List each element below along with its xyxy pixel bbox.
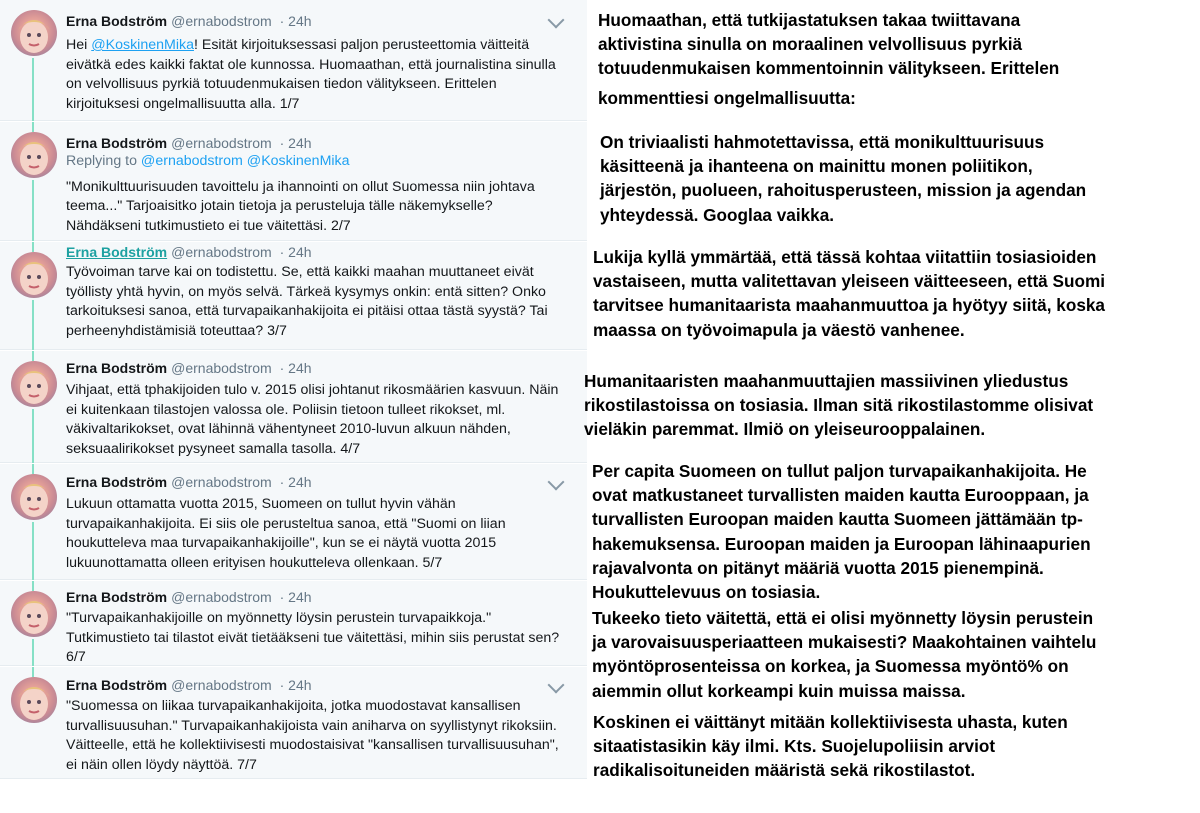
tweet-time[interactable]: · 24h	[279, 360, 312, 376]
thread-line	[32, 351, 34, 361]
author-handle[interactable]: @ernabodstrom	[171, 244, 272, 260]
author-name[interactable]: Erna Bodström	[66, 589, 168, 605]
replying-to	[66, 152, 566, 172]
tweet-body: Vihjaat, että tphakijoiden tulo v. 2015 olisi johtanut rikosmäärien kasvuun. Näin ei kuitenkaan tilastojen valossa ole. Poliisin tietoon tulleet rikokset, ml. väkivaltarikokset, ovat lähinnä vähentyneet 2010-luvun alkuun nähden, seksuaalirikokset pysyneet samalla tasolla. 4/7	[66, 382, 559, 457]
note-line: järjestön, puolueen, rahoitusperusteen, mission ja agendan	[600, 180, 1087, 201]
author-handle[interactable]: @ernabodstrom	[171, 677, 272, 693]
mention-link[interactable]: @KoskinenMika	[91, 37, 194, 53]
chevron-down-icon[interactable]	[548, 474, 565, 491]
tweet-5[interactable]	[0, 464, 587, 580]
rebuttal-4	[584, 369, 1093, 442]
author-handle[interactable]: @ernabodstrom	[171, 13, 272, 29]
tweet-body: Työvoiman tarve kai on todistettu. Se, että kaikki maahan muuttaneet eivät työllisty yhtä hyvin, on myös selvä. Tärkeä kysymys onkin: entä sitten? Onko tarkoituksesi sanoa, että turvapaikanhakijoita ei pitäisi ottaa tästä syystä? Tai perheenyhdistämisiä toteuttaa? 3/7	[66, 264, 548, 339]
avatar[interactable]	[11, 10, 57, 56]
note-line: sitaatistasikin käy ilmi. Kts. Suojelupoliisin arviot	[593, 736, 996, 757]
author-handle[interactable]: @ernabodstrom	[171, 589, 272, 605]
rebuttal-2	[600, 130, 1086, 227]
tweet-text	[66, 36, 566, 114]
author-handle[interactable]: @ernabodstrom	[171, 135, 272, 151]
thread-line	[32, 464, 34, 474]
note-line: Houkuttelevuus on tosiasia.	[592, 582, 821, 603]
avatar[interactable]	[11, 677, 57, 723]
tweet-time[interactable]: · 24h	[279, 589, 312, 605]
rebuttal-1-end	[598, 86, 856, 110]
thread-line	[32, 242, 34, 252]
note-line: Humanitaaristen maahanmuuttajien massiivinen yliedustus	[584, 371, 1069, 391]
note-line: ovat matkustaneet turvallisten maiden kautta Eurooppaan, ja	[592, 485, 1089, 506]
author-name[interactable]: Erna Bodström	[66, 474, 168, 490]
thread-line	[32, 639, 34, 666]
chevron-down-icon[interactable]	[548, 677, 565, 694]
tweet-body: ! Esität kirjoituksessasi paljon perusteettomia väitteitä eivätkä edes kaikki faktat ole kunnossa. Huomaathan, että journalistina sinulla on velvollisuus pyrkiä totuudenmukaisen tiedon välitykseen. Erittelen kirjoituksesi ongelmallisuutta alla. 1/7	[66, 37, 556, 112]
tweet-6[interactable]	[0, 581, 587, 666]
reply-mentions[interactable]: @ernabodstrom @KoskinenMika	[140, 153, 350, 169]
tweet-time[interactable]: · 24h	[279, 677, 312, 693]
note-line: aiemmin ollut korkeampi kuin muissa maissa.	[592, 680, 966, 701]
note-line: vieläkin paremmat. Ilmiö on yleiseurooppalainen.	[584, 419, 986, 440]
tweet-time[interactable]: · 24h	[279, 474, 312, 490]
rebuttal-3	[593, 245, 1105, 342]
tweet-text	[66, 152, 566, 236]
note-line: aktivistina sinulla on moraalinen velvollisuus pyrkiä	[598, 34, 1023, 55]
thread-line	[32, 409, 34, 463]
author-name[interactable]: Erna Bodström	[66, 13, 168, 29]
tweet-2[interactable]	[0, 122, 587, 241]
tweet-time[interactable]: · 24h	[279, 244, 312, 260]
author-name[interactable]: Erna Bodström	[66, 244, 168, 260]
note-line: radikalisoituneiden määristä sekä rikostilastot.	[593, 760, 976, 781]
author-handle[interactable]: @ernabodstrom	[171, 360, 272, 376]
note-line: Huomaathan, että tutkijastatuksen takaa twiittavana	[598, 10, 1021, 30]
thread-line	[32, 122, 34, 132]
avatar[interactable]	[11, 252, 57, 298]
note-line: Koskinen ei väittänyt mitään kollektiivisesta uhasta, kuten	[593, 712, 1068, 732]
note-line: käsitteenä ja ihanteena on mainittu monen poliitikon,	[600, 156, 1033, 177]
note-line: ja varovaisuusperiaatteen mukaisesti? Maakohtainen vaihtelu	[592, 632, 1097, 653]
tweet-4[interactable]	[0, 351, 587, 463]
thread-line	[32, 581, 34, 591]
note-line: totuudenmukaisen kommentoinnin välitykseen. Erittelen	[598, 58, 1060, 79]
avatar[interactable]	[11, 132, 57, 178]
avatar[interactable]	[11, 591, 57, 637]
tweet-body: "Turvapaikanhakijoille on myönnetty löysin perustein turvapaikkoja." Tutkimustieto tai tilastot eivät tietääkseni tue väitettäsi, mihin siis perustat sen? 6/7	[66, 610, 560, 665]
tweet-body: "Suomessa on liikaa turvapaikanhakijoita, jotka muodostavat kansallisen turvallisuusuhan." Turvapaikanhakijoista vain aniharva on syyllistynyt rikoksiin. Väitteelle, että he kollektiivisesti muodostaisivat "kansallisen turvallisuusuhan", ei näin ollen löydy näyttöä. 7/7	[66, 698, 559, 773]
tweet-7[interactable]	[0, 667, 587, 779]
thread-line	[32, 180, 34, 241]
note-line: vastaiseen, mutta valitettavan yleiseen väitteeseen, että Suomi	[593, 271, 1106, 292]
avatar[interactable]	[11, 474, 57, 520]
chevron-down-icon[interactable]	[548, 12, 565, 29]
thread-line	[32, 300, 34, 350]
note-line: On triviaalisti hahmotettavissa, että monikulttuurisuus	[600, 132, 1045, 152]
tweet-3[interactable]	[0, 242, 587, 350]
tweet-greeting: Hei	[66, 37, 92, 53]
rebuttal-6	[592, 606, 1096, 703]
note-line: Lukija kyllä ymmärtää, että tässä kohtaa viitattiin tosiasioiden	[593, 247, 1097, 267]
note-line: tarvitsee humanitaarista maahanmuuttoa ja hyötyy siitä, koska	[593, 295, 1105, 316]
tweet-time[interactable]: · 24h	[279, 13, 312, 29]
rebuttal-5	[592, 459, 1091, 604]
reply-prefix: Replying to	[66, 153, 141, 169]
note-line: hakemuksensa. Euroopan maiden ja Euroopan lähinaapurien	[592, 533, 1091, 554]
tweet-1[interactable]	[0, 0, 587, 121]
note-line: maassa on työvoimapula ja väestö vanhenee.	[593, 319, 965, 340]
thread-line	[32, 58, 34, 121]
tweet-time[interactable]: · 24h	[279, 135, 312, 151]
tweet-body: "Monikulttuurisuuden tavoittelu ja ihannointi on ollut Suomessa niin johtava teema..." Tarjoaisitko jotain tietoja ja perusteluja tälle näkemykselle? Nähdäkseni tutkimustieto ei tue väitettäsi. 2/7	[66, 178, 535, 234]
note-line: rajavalvonta on pitänyt määriä vuotta 2015 pienempinä.	[592, 557, 1044, 578]
avatar[interactable]	[11, 361, 57, 407]
author-handle[interactable]: @ernabodstrom	[171, 474, 272, 490]
note-line: Per capita Suomeen on tullut paljon turvapaikanhakijoita. He	[592, 461, 1087, 481]
note-line: Tukeeko tieto väitettä, että ei olisi myönnetty löysin perustein	[592, 608, 1094, 628]
rebuttal-1	[598, 8, 1059, 81]
thread-line	[32, 522, 34, 580]
note-line: myöntöprosenteissa on korkea, ja Suomessa myöntö% on	[592, 656, 1069, 677]
note-line: yhteydessä. Googlaa vaikka.	[600, 204, 835, 225]
tweet-body: Lukuun ottamatta vuotta 2015, Suomeen on tullut hyvin vähän turvapaikanhakijoita. Ei siis ole perusteltua sanoa, että "Suomi on liian houkutteleva maa turvapaikanhakijoille", kun se ei näytä vuotta 2015 lukuunottamatta olleen erityisen houkutteleva ollenkaan. 5/7	[66, 496, 506, 571]
author-name[interactable]: Erna Bodström	[66, 360, 168, 376]
rebuttal-7	[593, 710, 1068, 783]
note-line: kommenttiesi ongelmallisuutta:	[598, 88, 856, 108]
author-name[interactable]: Erna Bodström	[66, 677, 168, 693]
note-line: rikostilastoissa on tosiasia. Ilman sitä rikostilastomme olisivat	[584, 395, 1094, 416]
thread-line	[32, 667, 34, 677]
author-name[interactable]: Erna Bodström	[66, 135, 168, 151]
note-line: turvallisten Euroopan maiden kautta Suomeen jättämään tp-	[592, 509, 1083, 530]
